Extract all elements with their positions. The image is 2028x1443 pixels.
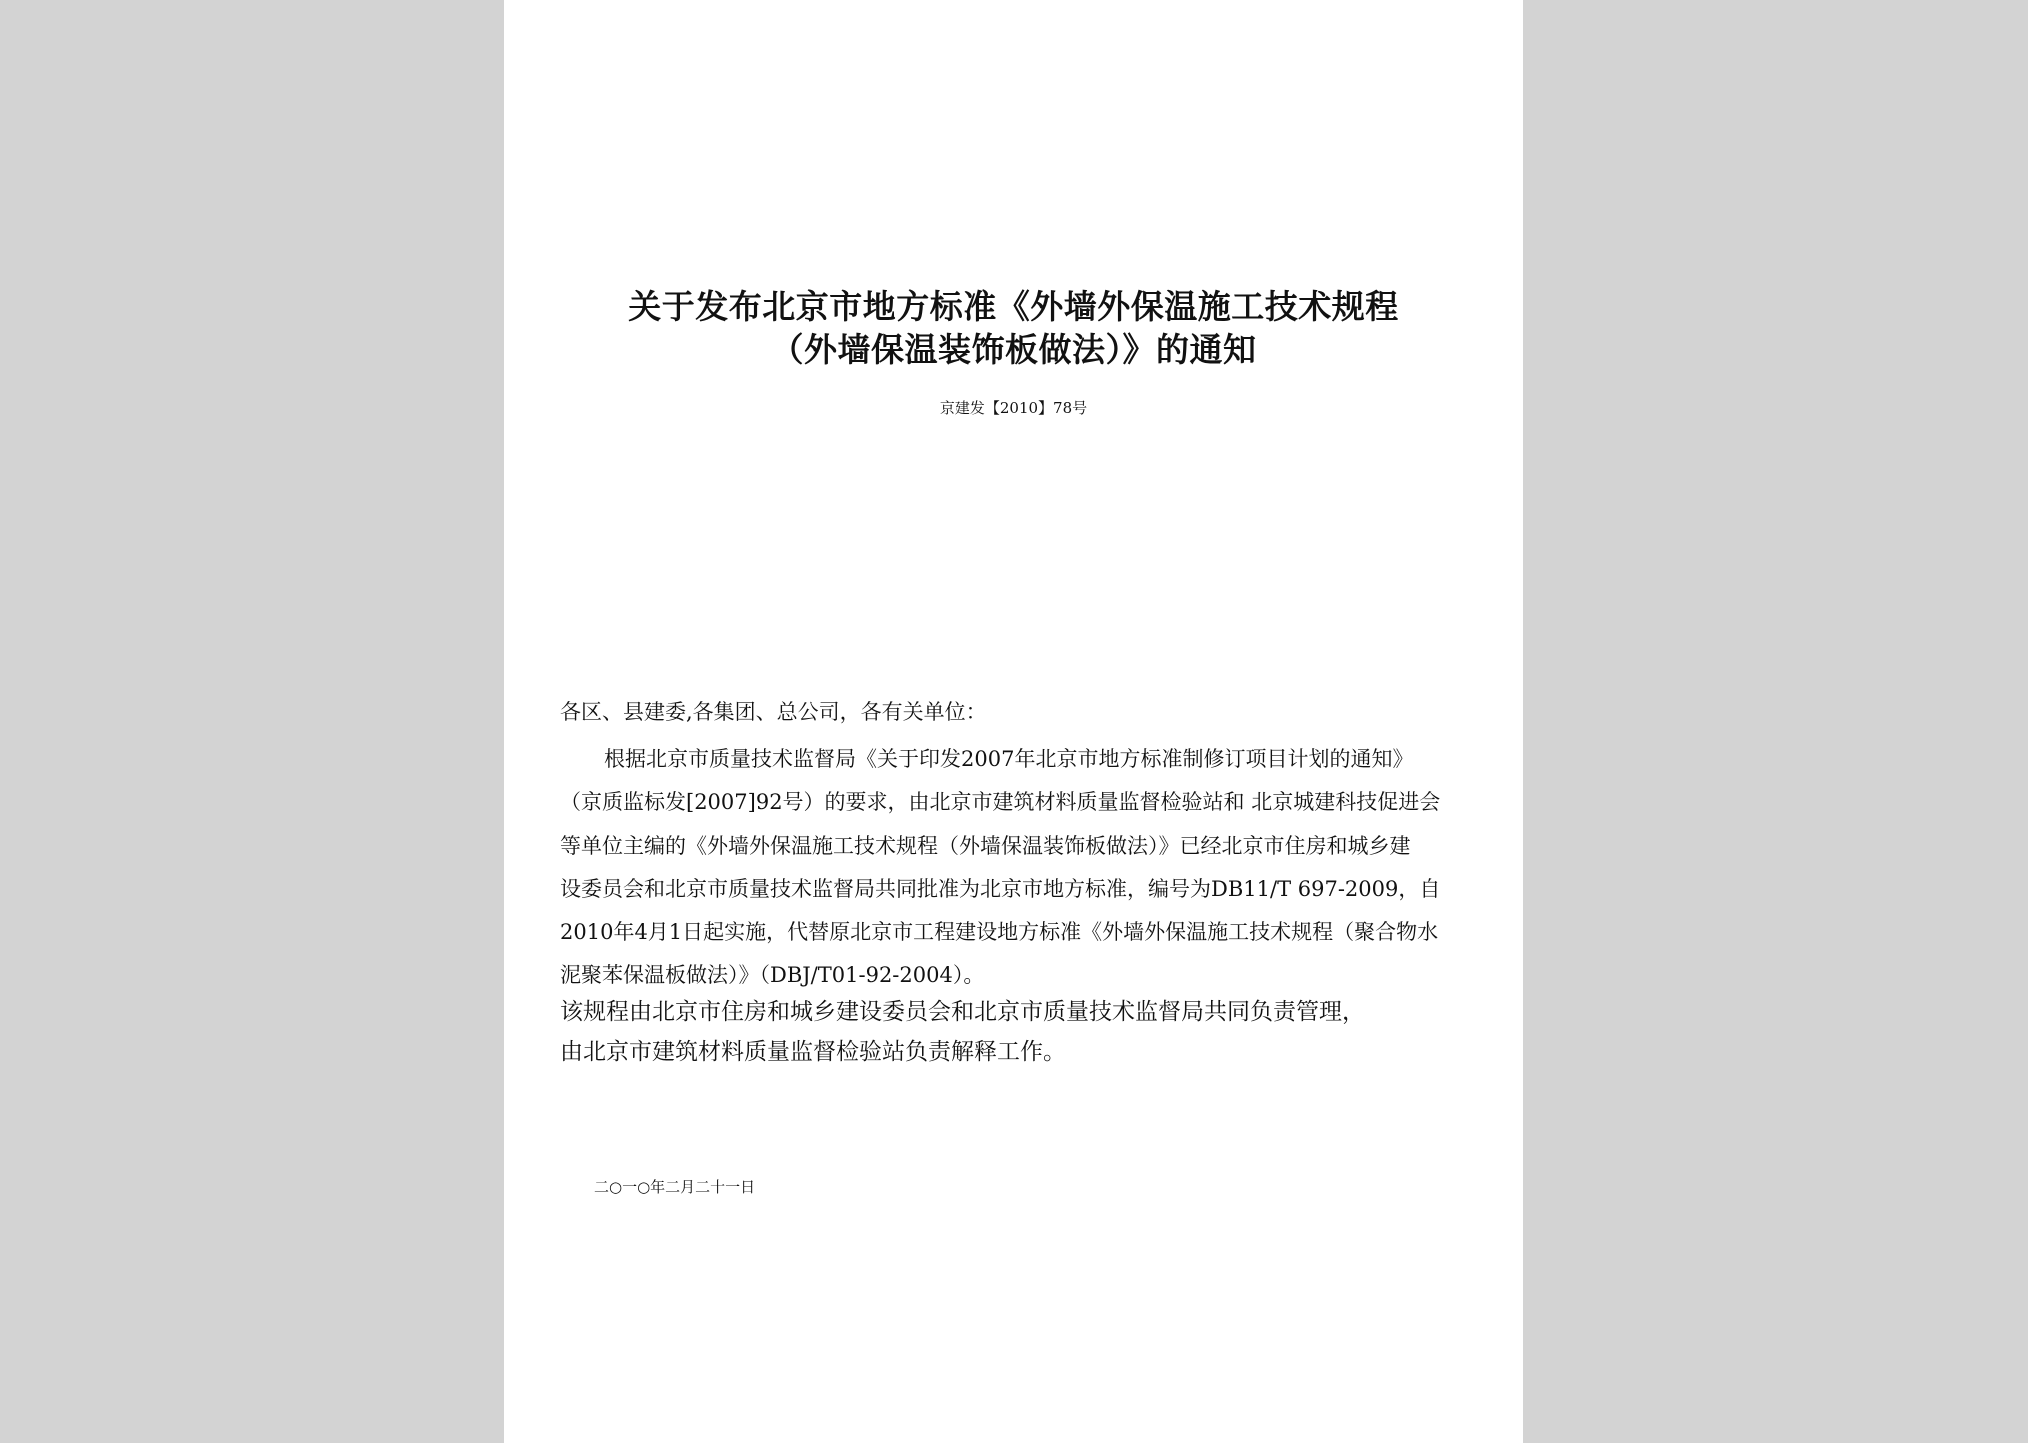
body-line: 设委员会和北京市质量技术监督局共同批准为北京市地方标准，编号为DB11/T 697-2009，自	[560, 876, 1441, 901]
body-line: 2010年4月1日起实施，代替原北京市工程建设地方标准《外墙外保温施工技术规程（聚合物水	[560, 920, 1439, 945]
body-paragraph	[560, 738, 1465, 998]
document-title	[504, 285, 1523, 371]
closing-paragraph	[560, 992, 1365, 1072]
body-line: 泥聚苯保温板做法）》（DBJ/T01-92-2004）。	[560, 963, 985, 988]
title-line-1: 关于发布北京市地方标准《外墙外保温施工技术规程	[628, 287, 1399, 326]
closing-line: 由北京市建筑材料质量监督检验站负责解释工作。	[560, 1039, 1066, 1065]
salutation: 各区、县建委,各集团、总公司，各有关单位：	[560, 700, 987, 724]
closing-line: 该规程由北京市住房和城乡建设委员会和北京市质量技术监督局共同负责管理，	[560, 999, 1365, 1025]
document-page	[504, 0, 1523, 1443]
body-line: （京质监标发[2007]92号）的要求，由北京市建筑材料质量监督检验站和 北京城建科技促进会	[560, 790, 1441, 815]
body-line: 根据北京市质量技术监督局《关于印发2007年北京市地方标准制修订项目计划的通知》	[604, 747, 1414, 771]
document-date: 二○一○年二月二十一日	[594, 1178, 756, 1196]
body-line: 等单位主编的《外墙外保温施工技术规程（外墙保温装饰板做法）》已经北京市住房和城乡建	[560, 833, 1411, 858]
title-line-2: （外墙保温装饰板做法）》的通知	[770, 330, 1257, 369]
document-number: 京建发【2010】78号	[939, 399, 1088, 417]
